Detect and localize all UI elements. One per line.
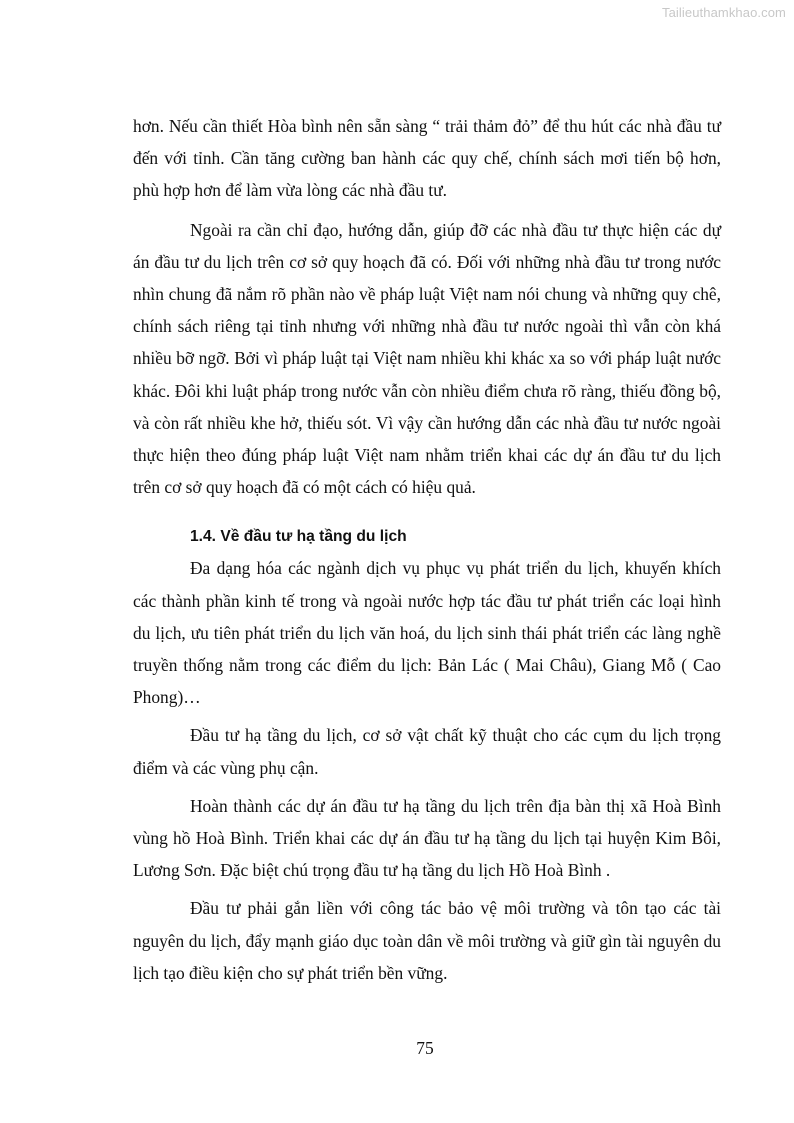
page-body <box>133 110 721 989</box>
watermark: Tailieuthamkhao.com <box>661 5 786 20</box>
paragraph-diversify-services: Đa dạng hóa các ngành dịch vụ phục vụ phát triển du lịch, khuyến khích các thành phần kinh tế trong và ngoài nước hợp tác đầu tư phát triển các loại hình du lịch, ưu tiên phát triển du lịch văn hoá, du lịch sinh thái phát triển các làng nghề truyền thống nằm trong các điểm du lịch: Bản Lác ( Mai Châu), Giang Mỗ ( Cao Phong)… <box>133 558 721 708</box>
paragraph-continuation: hơn. Nếu cần thiết Hòa bình nên sẵn sàng “ trải thảm đỏ” để thu hút các nhà đầu tư đến với tỉnh. Cần tăng cường ban hành các quy chế, chính sách mơi tiến bộ hơn, phù hợp hơn để làm vừa lòng các nhà đầu tư. <box>133 116 721 201</box>
paragraph-infrastructure-investment: Đầu tư hạ tầng du lịch, cơ sở vật chất kỹ thuật cho các cụm du lịch trọng điểm và các vùng phụ cận. <box>133 725 721 778</box>
paragraph-complete-projects: Hoàn thành các dự án đầu tư hạ tầng du lịch trên địa bàn thị xã Hoà Bình vùng hồ Hoà Bình. Triển khai các dự án đầu tư hạ tầng du lịch tại huyện Kim Bôi, Lương Sơn. Đặc biệt chú trọng đầu tư hạ tầng du lịch Hồ Hoà Bình . <box>133 795 721 881</box>
paragraph-investor-guidance: Ngoài ra cần chỉ đạo, hướng dẫn, giúp đỡ các nhà đầu tư thực hiện các dự án đầu tư du lịch trên cơ sở quy hoạch đã có. Đối với những nhà đầu tư trong nước nhìn chung đã nắm rõ phần nào về pháp luật Việt nam nói chung và những quy chê, chính sách riêng tại tỉnh nhưng với những nhà đầu tư nước ngoài thì vẫn còn khá nhiều bỡ ngỡ. Bởi vì pháp luật tại Việt nam nhiều khi khác xa so với pháp luật nước khác. Đôi khi luật pháp trong nước vẫn còn nhiều điểm chưa rõ ràng, thiếu đồng bộ, và còn rất nhiều khe hở, thiếu sót. Vì vậy cần hướng dẫn các nhà đầu tư nước ngoài thực hiện theo đúng pháp luật Việt nam nhằm triển khai các dự án đầu tư du lịch trên cơ sở quy hoạch đã có một cách có hiệu quả. <box>133 219 721 498</box>
section-heading: 1.4. Về đầu tư hạ tầng du lịch <box>190 528 407 546</box>
paragraph-environment: Đầu tư phải gắn liền với công tác bảo vệ môi trường và tôn tạo các tài nguyên du lịch, đẩy mạnh giáo dục toàn dân về môi trường và giữ gìn tài nguyên du lịch tạo điều kiện cho sự phát triển bền vững. <box>133 898 721 983</box>
page-number: 75 <box>416 1038 434 1058</box>
